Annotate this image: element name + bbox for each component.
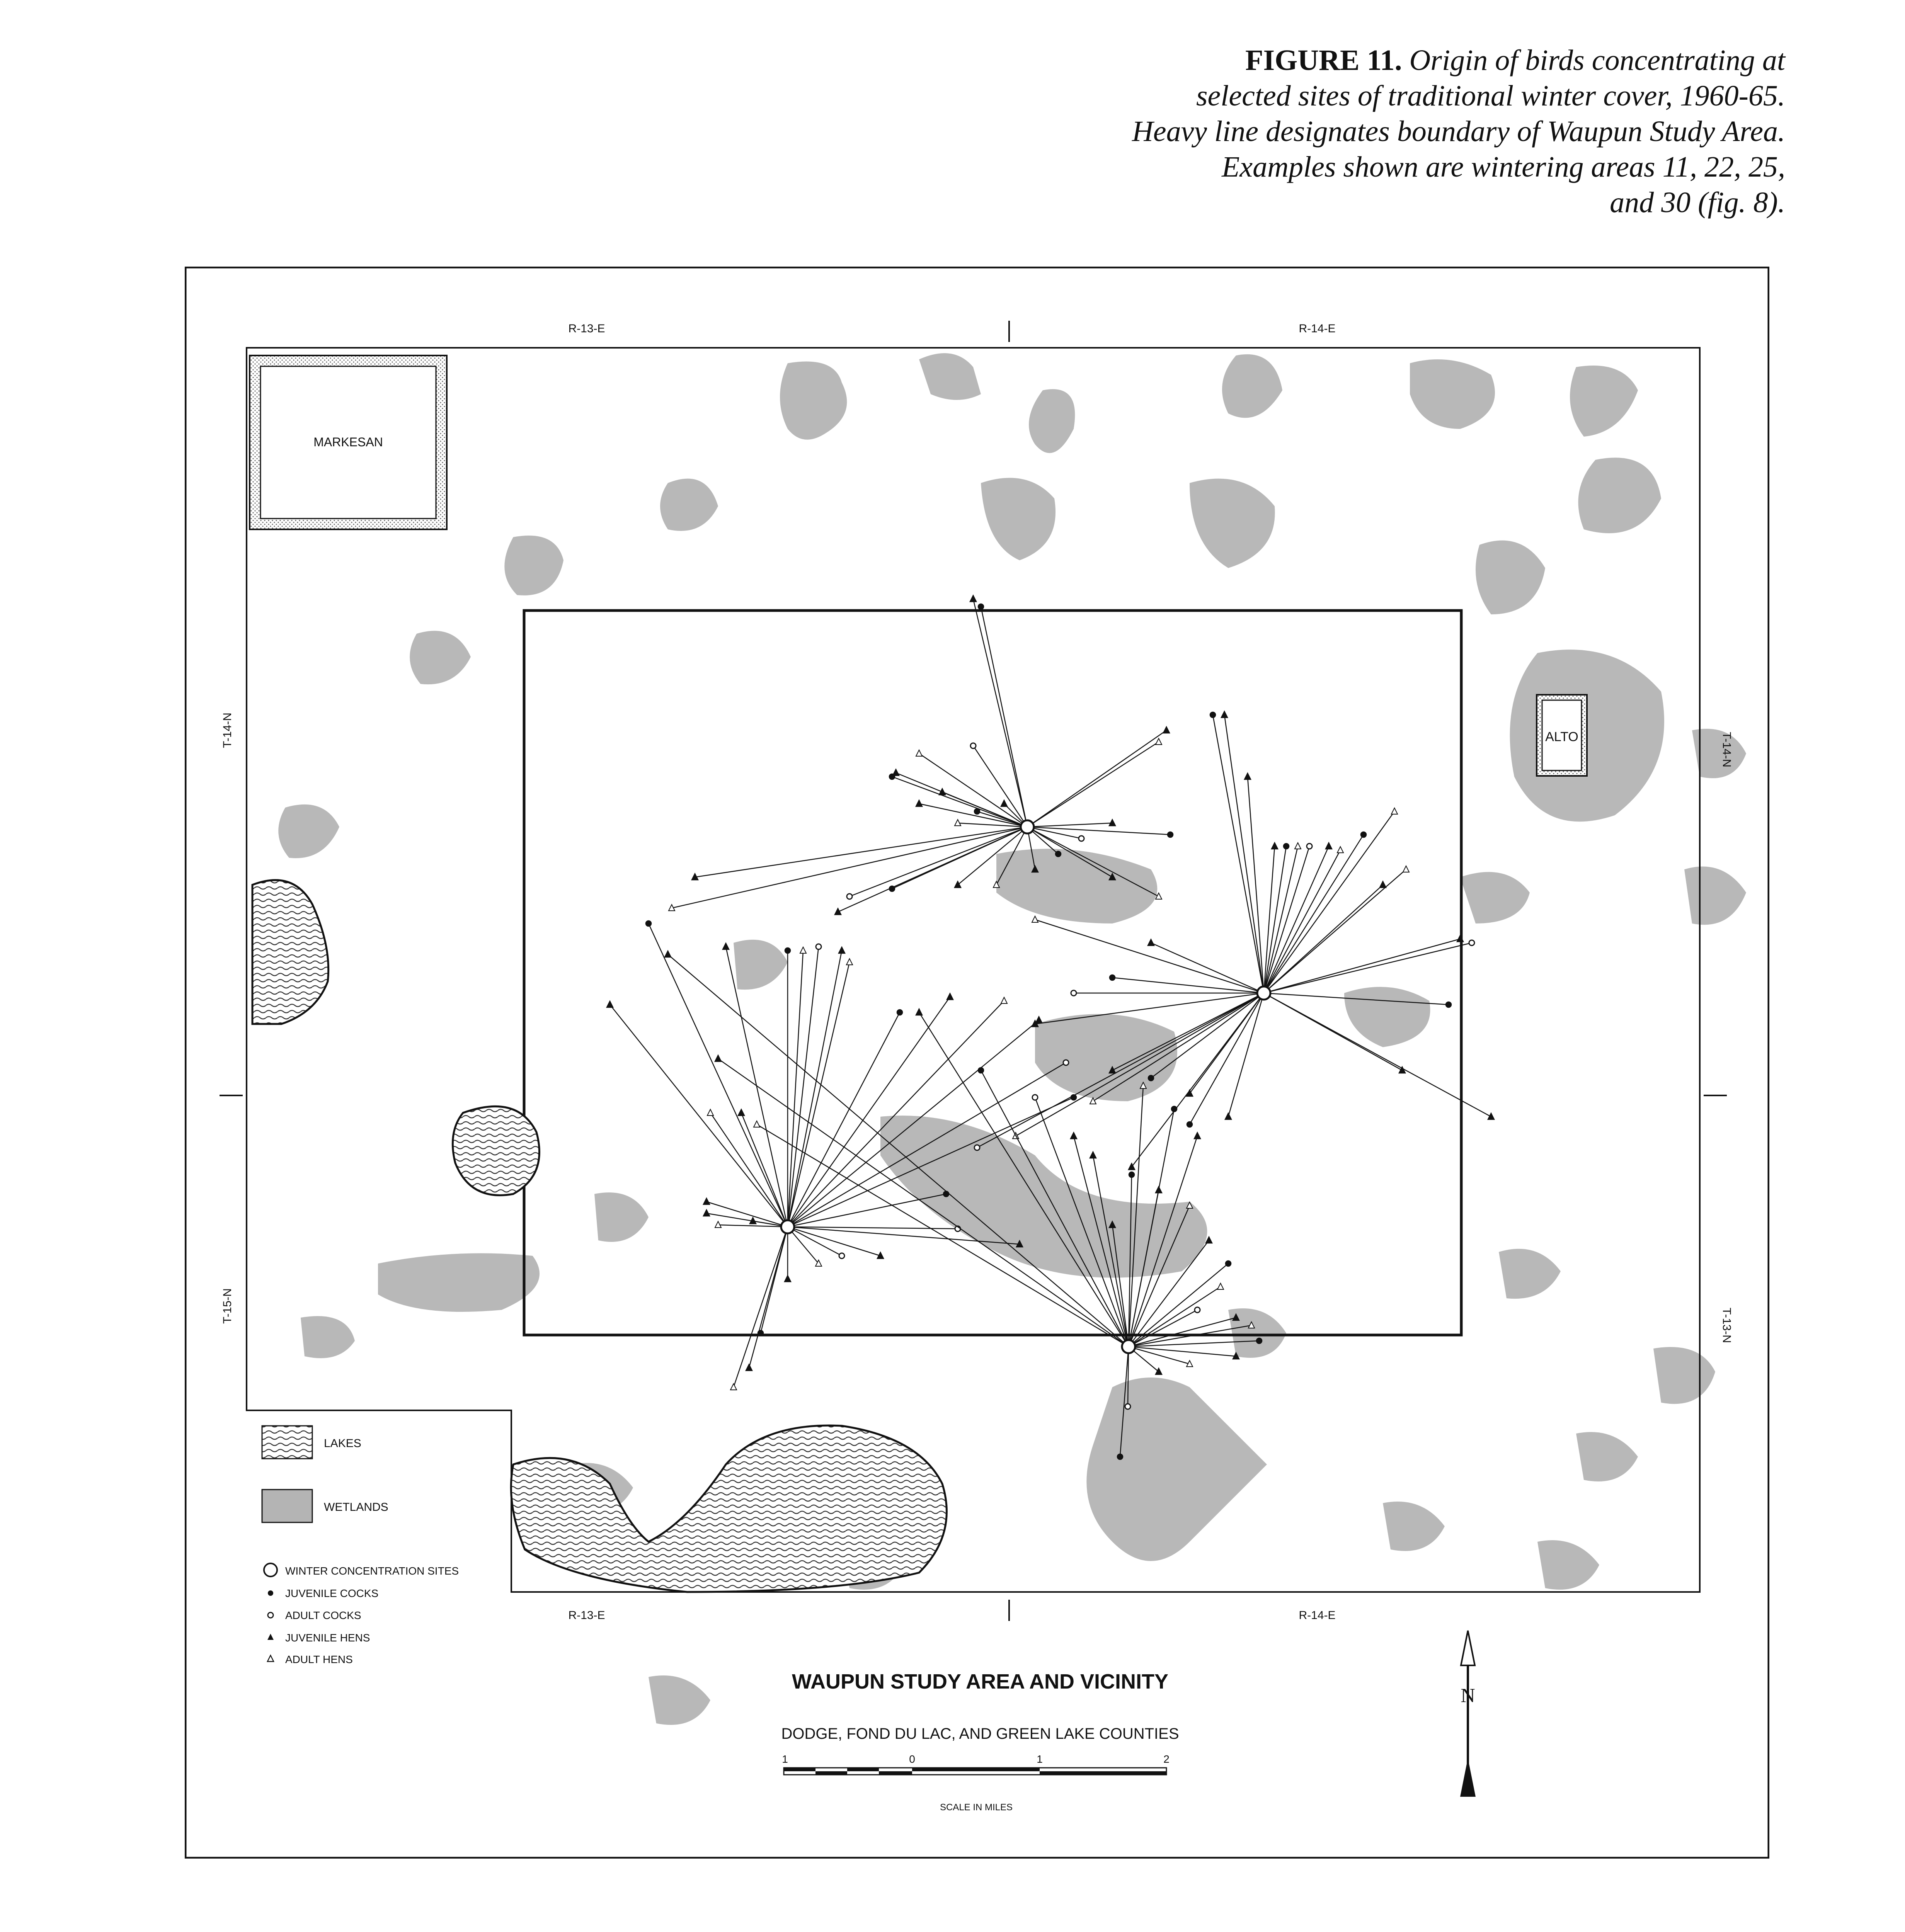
- juvenile-hen-marker: [723, 943, 729, 949]
- adult-hen-marker: [1337, 847, 1343, 853]
- township-label-left-2: T-15-N: [221, 1288, 234, 1324]
- adult-hen-marker: [955, 820, 961, 826]
- juvenile-hen-marker: [1156, 1368, 1162, 1374]
- juvenile-cock-marker: [1110, 975, 1115, 980]
- north-arrow-icon: [1460, 1631, 1476, 1797]
- juvenile-hen-marker: [947, 993, 953, 1000]
- movement-line: [1027, 730, 1166, 827]
- adult-hen-marker: [1403, 866, 1409, 872]
- juvenile-cock-marker: [785, 948, 790, 953]
- adult-cock-marker: [1063, 1060, 1069, 1065]
- range-label-bottom-2: R-14-E: [1299, 1609, 1336, 1622]
- adult-hen-marker: [730, 1384, 737, 1390]
- juvenile-hen-marker: [738, 1109, 744, 1116]
- movement-line: [761, 1227, 788, 1333]
- movement-line: [942, 792, 1027, 827]
- juvenile-hen-marker: [1148, 939, 1154, 946]
- juvenile-hen-marker: [1272, 843, 1278, 849]
- adult-cock-marker: [970, 743, 976, 748]
- adult-cock-marker: [1125, 1404, 1130, 1409]
- legend-lakes-label: LAKES: [324, 1437, 361, 1450]
- legend-juvenile-hens-label: JUVENILE HENS: [285, 1632, 370, 1644]
- juvenile-cock-marker: [1187, 1122, 1192, 1127]
- juvenile-cock-marker: [1117, 1454, 1123, 1459]
- scale-label: SCALE IN MILES: [940, 1802, 1013, 1813]
- juvenile-cock-marker: [1226, 1261, 1231, 1266]
- movement-line: [726, 947, 788, 1227]
- caption-line-3: Heavy line designates boundary of Waupun Study Area.: [1132, 115, 1785, 148]
- range-label-top-2: R-14-E: [1299, 322, 1336, 335]
- movement-line: [1035, 920, 1264, 993]
- juvenile-hen-symbol-icon: [267, 1634, 274, 1640]
- juvenile-cock-marker: [1171, 1106, 1177, 1112]
- movement-line: [981, 607, 1027, 827]
- adult-hen-marker: [1217, 1283, 1224, 1289]
- juvenile-hen-marker: [1036, 1017, 1042, 1023]
- adult-hen-marker: [1391, 808, 1398, 814]
- juvenile-hen-marker: [970, 595, 976, 602]
- winter-concentration-site-north: [1021, 820, 1034, 833]
- figure-number: FIGURE 11.: [1245, 44, 1402, 77]
- adult-cock-marker: [1079, 836, 1084, 841]
- scale-tick-2: 2: [1163, 1753, 1170, 1765]
- legend-lakes-swatch: [262, 1426, 312, 1459]
- legend-adult-hens-label: ADULT HENS: [285, 1653, 353, 1665]
- caption-line-5: and 30 (fig. 8).: [1610, 186, 1785, 219]
- township-label-right-2: T-13-N: [1720, 1308, 1733, 1343]
- winter-concentration-site-south: [1122, 1340, 1135, 1353]
- juvenile-cock-marker: [1210, 712, 1216, 718]
- vicinity-boundary: [247, 348, 1700, 1592]
- legend-adult-cocks-label: ADULT COCKS: [285, 1609, 361, 1621]
- movement-line: [1213, 715, 1264, 993]
- juvenile-hen-marker: [916, 800, 922, 806]
- juvenile-cock-marker: [1168, 832, 1173, 837]
- map-legend: [262, 1426, 459, 1665]
- juvenile-hen-marker: [703, 1210, 710, 1216]
- town-label-markesan: MARKESAN: [313, 435, 383, 449]
- adult-cock-marker: [839, 1253, 844, 1259]
- juvenile-hen-marker: [746, 1364, 752, 1371]
- juvenile-hen-marker: [839, 947, 845, 953]
- movement-line: [695, 827, 1027, 877]
- juvenile-hen-marker: [1163, 727, 1170, 733]
- map-subtitle: DODGE, FOND DU LAC, AND GREEN LAKE COUNTIES: [781, 1725, 1179, 1742]
- adult-hen-marker: [846, 959, 853, 965]
- range-label-bottom-1: R-13-E: [568, 1609, 605, 1622]
- movement-line: [610, 1005, 788, 1227]
- township-label-right-1: T-14-N: [1720, 732, 1733, 767]
- movement-line: [1224, 715, 1264, 993]
- movement-line: [1027, 823, 1112, 827]
- adult-cock-marker: [1469, 940, 1474, 946]
- caption-line-4: Examples shown are wintering areas 11, 22, 25,: [1222, 151, 1785, 183]
- juvenile-hen-marker: [1194, 1133, 1200, 1139]
- juvenile-cock-marker: [1361, 832, 1366, 837]
- figure-caption: [1051, 43, 1785, 220]
- movement-line: [1027, 742, 1159, 827]
- juvenile-cock-marker: [758, 1330, 763, 1336]
- movement-line: [1264, 869, 1406, 993]
- juvenile-cock-marker: [1055, 851, 1061, 857]
- township-label-left-1: T-14-N: [221, 713, 234, 748]
- juvenile-hen-marker: [1380, 881, 1386, 888]
- adult-cock-marker: [974, 1145, 980, 1150]
- juvenile-hen-marker: [1090, 1152, 1096, 1158]
- movement-line: [892, 777, 1027, 827]
- juvenile-cock-marker: [974, 809, 980, 814]
- juvenile-hen-marker: [1326, 843, 1332, 849]
- movement-line: [1228, 993, 1264, 1117]
- movement-line: [973, 599, 1027, 827]
- north-label: N: [1461, 1685, 1475, 1707]
- juvenile-cock-marker: [978, 1068, 984, 1073]
- juvenile-hen-marker: [785, 1276, 791, 1282]
- adult-cock-marker: [1032, 1095, 1038, 1100]
- juvenile-hen-marker: [1488, 1113, 1494, 1119]
- adult-cock-marker: [1307, 844, 1312, 849]
- alto-town: [1537, 695, 1587, 776]
- adult-hen-marker: [1156, 738, 1162, 745]
- adult-hen-marker: [800, 947, 806, 953]
- movement-line: [1151, 943, 1264, 993]
- juvenile-cock-marker: [943, 1191, 949, 1197]
- juvenile-hen-marker: [1001, 800, 1007, 806]
- movement-line: [1027, 827, 1170, 835]
- scale-tick-1: 1: [782, 1753, 788, 1765]
- juvenile-hen-marker: [955, 881, 961, 888]
- adult-hen-marker: [754, 1121, 760, 1127]
- adult-cock-marker: [1195, 1307, 1200, 1313]
- juvenile-hen-marker: [1244, 773, 1251, 779]
- juvenile-hen-marker: [703, 1198, 710, 1204]
- map-title: WAUPUN STUDY AREA AND VICINITY: [792, 1670, 1169, 1693]
- juvenile-cock-marker: [1256, 1338, 1262, 1344]
- adult-hen-marker: [1295, 843, 1301, 849]
- scale-tick-1b: 1: [1037, 1753, 1043, 1765]
- winter-concentration-site-east: [1257, 986, 1270, 1000]
- juvenile-cock-marker: [1071, 1095, 1076, 1100]
- movement-line: [788, 947, 819, 1227]
- movement-line: [788, 1194, 946, 1227]
- legend-juvenile-cocks-label: JUVENILE COCKS: [285, 1587, 379, 1599]
- caption-line-2: selected sites of traditional winter cover, 1960-65.: [1196, 80, 1785, 112]
- adult-cock-marker: [816, 944, 821, 949]
- winter-site-symbol-icon: [264, 1563, 277, 1577]
- juvenile-cock-marker: [1446, 1002, 1451, 1007]
- movement-line: [1129, 1287, 1221, 1347]
- legend-wetlands-swatch: [262, 1490, 312, 1522]
- movement-line: [741, 1113, 788, 1227]
- juvenile-hen-marker: [1206, 1237, 1212, 1243]
- scale-tick-0: 0: [909, 1753, 915, 1765]
- juvenile-hen-marker: [1071, 1133, 1077, 1139]
- juvenile-cock-marker: [889, 774, 895, 779]
- adult-hen-symbol-icon: [267, 1655, 274, 1662]
- juvenile-hen-marker: [1225, 1113, 1231, 1119]
- adult-hen-marker: [1032, 916, 1038, 922]
- juvenile-cock-marker: [897, 1010, 902, 1015]
- caption-line-1: Origin of birds concentrating at: [1409, 44, 1785, 77]
- juvenile-cock-marker: [1129, 1172, 1134, 1177]
- legend-wetlands-label: WETLANDS: [324, 1501, 388, 1514]
- range-label-top-1: R-13-E: [568, 322, 605, 335]
- juvenile-hen-marker: [835, 908, 841, 915]
- juvenile-hen-marker: [939, 789, 945, 795]
- juvenile-hen-marker: [1221, 711, 1227, 718]
- juvenile-hen-marker: [916, 1009, 922, 1015]
- movement-line: [1264, 846, 1329, 993]
- movement-line: [788, 962, 850, 1227]
- legend-winter-sites-label: WINTER CONCENTRATION SITES: [285, 1565, 459, 1577]
- adult-cock-marker: [1071, 990, 1076, 996]
- juvenile-hen-marker: [715, 1055, 721, 1061]
- adult-hen-marker: [916, 750, 922, 756]
- juvenile-cock-marker: [646, 921, 651, 926]
- adult-cock-marker: [847, 894, 852, 899]
- study-area-map: [185, 267, 1769, 1859]
- wetlands-layer: [278, 353, 1746, 1725]
- markesan-town: [250, 355, 447, 529]
- juvenile-cock-symbol-icon: [268, 1590, 273, 1596]
- juvenile-hen-marker: [665, 951, 671, 957]
- town-label-alto: ALTO: [1545, 730, 1578, 744]
- movement-line: [1264, 846, 1286, 993]
- adult-hen-marker: [707, 1109, 713, 1116]
- adult-hen-marker: [1001, 997, 1007, 1003]
- juvenile-cock-marker: [1148, 1075, 1154, 1081]
- movement-line: [734, 1227, 788, 1387]
- adult-cock-symbol-icon: [268, 1612, 273, 1618]
- juvenile-hen-marker: [1109, 820, 1115, 826]
- movement-line: [1248, 777, 1264, 993]
- movement-line: [919, 753, 1027, 827]
- juvenile-cock-marker: [1284, 844, 1289, 849]
- scale-bar: [782, 1753, 1170, 1813]
- movement-line: [1264, 850, 1340, 993]
- juvenile-cock-marker: [978, 604, 984, 609]
- winter-concentration-site-west: [781, 1220, 794, 1233]
- juvenile-hen-marker: [607, 1001, 613, 1007]
- movement-line: [710, 1113, 788, 1227]
